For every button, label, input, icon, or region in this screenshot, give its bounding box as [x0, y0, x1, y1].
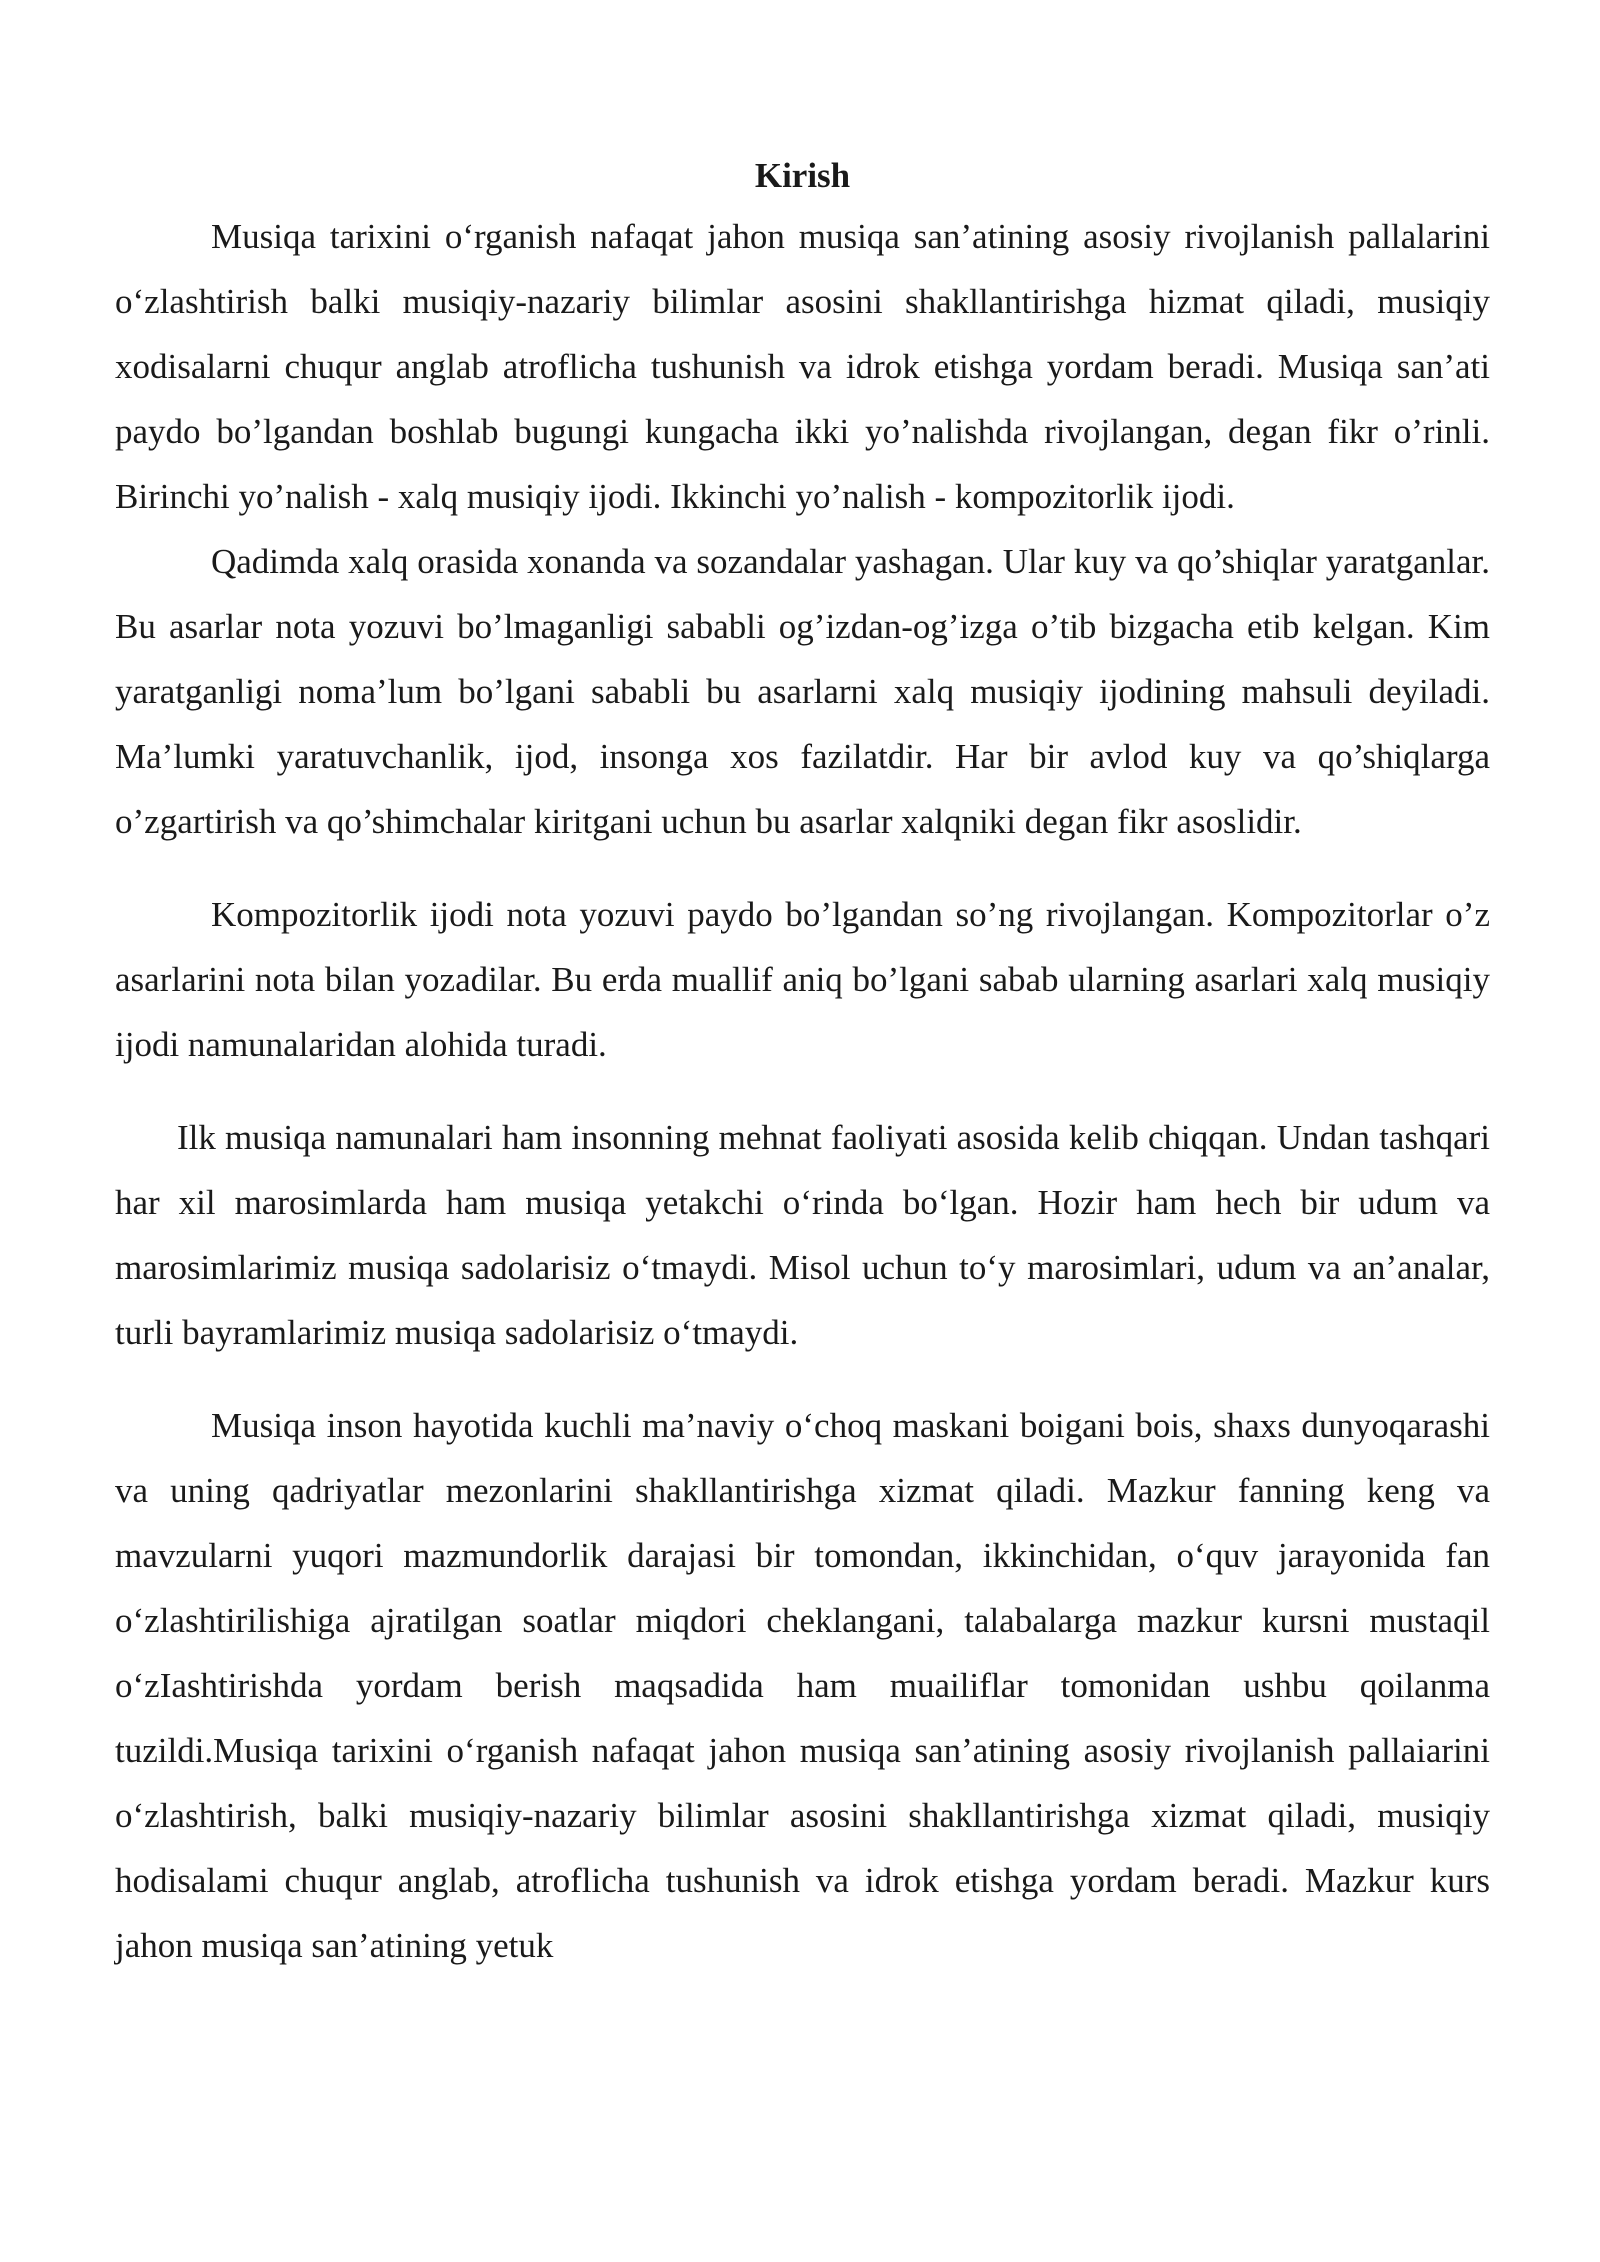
- paragraph-1: Musiqa tarixini o‘rganish nafaqat jahon musiqa san’atining asosiy rivojlanish pallalarini o‘zlashtirish balki musiqiy-nazariy bilimlar asosini shakllantirishga hizmat qiladi, musiqiy xodisalarni chuqur anglab atroflicha tushunish va idrok etishga yordam beradi. Musiqa san’ati paydo bo’lgandan boshlab bugungi kungacha ikki yo’nalishda rivojlangan, degan fikr o’rinli. Birinchi yo’nalish - xalq musiqiy ijodi. Ikkinchi yo’nalish - kompozitorlik ijodi.: [115, 217, 1490, 516]
- document-title: Kirish: [754, 156, 851, 195]
- paragraph-2: Qadimda xalq orasida xonanda va sozandalar yashagan. Ular kuy va qo’shiqlar yaratganlar. Bu asarlar nota yozuvi bo’lmaganligi sababli og’izdan-og’izga o’tib bizgacha etib kelgan. Kim yaratganligi noma’lum bo’lgani sababli bu asarlarni xalq musiqiy ijodining mahsuli deyiladi. Ma’lumki yaratuvchanlik, ijod, insonga xos fazilatdir. Har bir avlod kuy va qo’shiqlarga o’zgartirish va qo’shimchalar kiritgani uchun bu asarlar xalqniki degan fikr asoslidir.: [115, 542, 1490, 841]
- paragraph-3: Kompozitorlik ijodi nota yozuvi paydo bo’lgandan so’ng rivojlangan. Kompozitorlar o’z asarlarini nota bilan yozadilar. Bu erda muallif aniq bo’lgani sabab ularning asarlari xalq musiqiy ijodi namunalaridan alohida turadi.: [115, 895, 1490, 1064]
- paragraph-5: Musiqa inson hayotida kuchli ma’naviy o‘choq maskani boigani bois, shaxs dunyoqarashi va uning qadriyatlar mezonlarini shakllantirishga xizmat qiladi. Mazkur fanning keng va mavzularni yuqori mazmundorlik darajasi bir tomondan, ikkinchidan, o‘quv jarayonida fan o‘zlashtirilishiga ajratilgan soatlar miqdori cheklangani, talabalarga mazkur kursni mustaqil o‘zIashtirishda yordam berish maqsadida ham muailiflar tomonidan ushbu qoilanma tuzildi.Musiqa tarixini o‘rganish nafaqat jahon musiqa san’atining asosiy rivojlanish pallaiarini o‘zlashtirish, balki musiqiy-nazariy bilimlar asosini shakllantirishga xizmat qiladi, musiqiy hodisalami chuqur anglab, atroflicha tushunish va idrok etishga yordam beradi. Mazkur kurs jahon musiqa san’atining yetuk: [115, 1406, 1490, 1965]
- document-body: [115, 150, 1490, 1978]
- paragraph-4: Ilk musiqa namunalari ham insonning mehnat faoliyati asosida kelib chiqqan. Undan tashqari har xil marosimlarda ham musiqa yetakchi o‘rinda bo‘lgan. Hozir ham hech bir udum va marosimlarimiz musiqa sadolarisiz o‘tmaydi. Misol uchun to‘y marosimlari, udum va an’analar, turli bayramlarimiz musiqa sadolarisiz o‘tmaydi.: [115, 1118, 1490, 1352]
